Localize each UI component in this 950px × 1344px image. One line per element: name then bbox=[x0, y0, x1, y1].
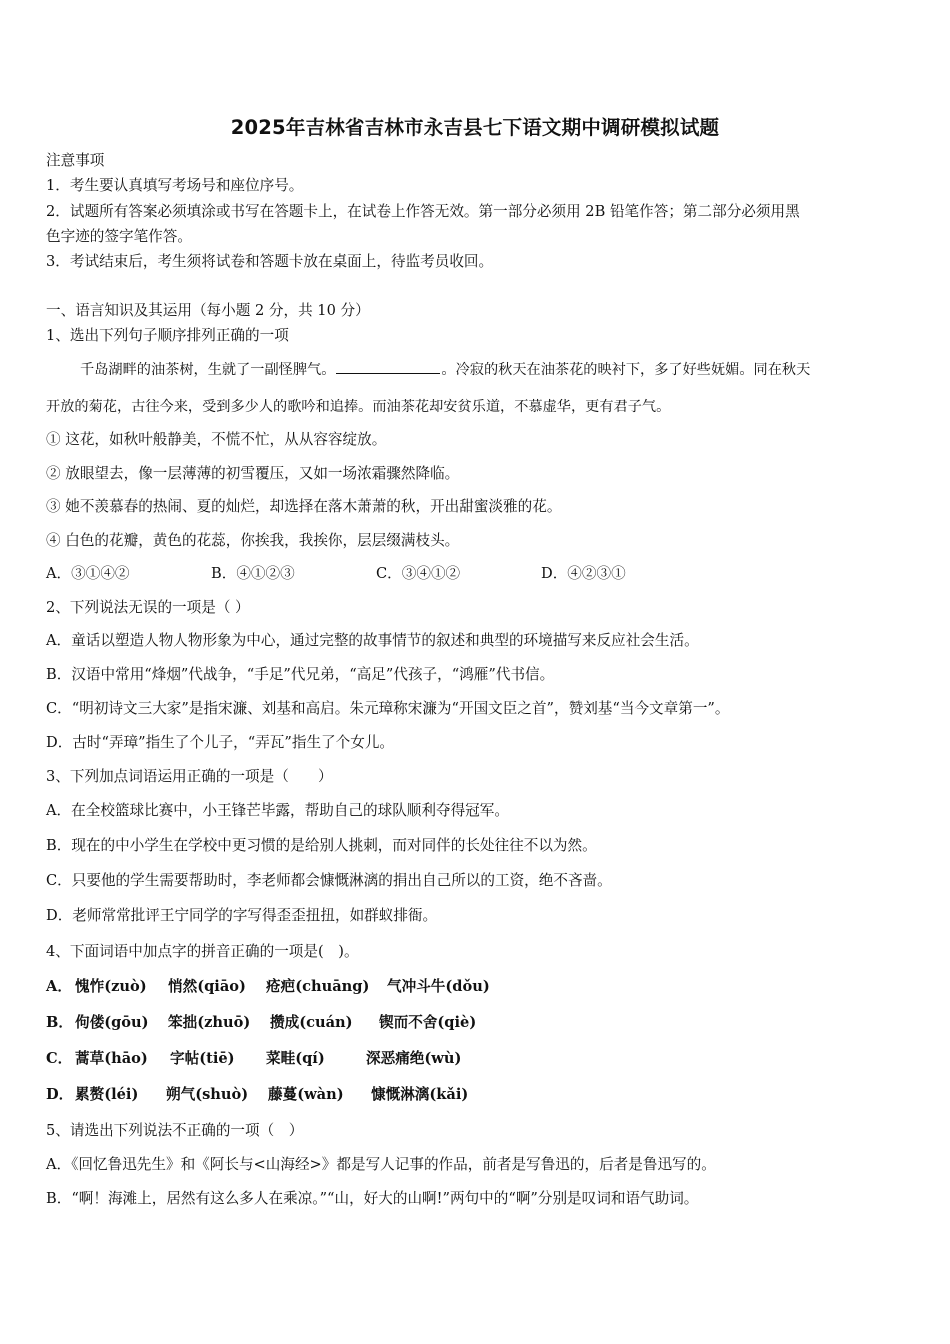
question-3-stem: 3、下列加点词语运用正确的一项是（ ） bbox=[46, 768, 333, 785]
q4-b-word-1: 佝偻(gōu) bbox=[75, 1014, 149, 1031]
q1-option-b: B．④①②③ bbox=[211, 565, 295, 582]
q1-option-d: D．④②③① bbox=[541, 565, 626, 582]
q4-a-word-1: 愧怍(zuò) bbox=[75, 978, 147, 995]
page-title: 2025年吉林省吉林市永吉县七下语文期中调研模拟试题 bbox=[230, 116, 720, 139]
question-1-passage-line-1 bbox=[80, 360, 810, 380]
question-1-stem: 1、选出下列句子顺序排列正确的一项 bbox=[46, 327, 289, 344]
question-4-stem: 4、下面词语中加点字的拼音正确的一项是( )。 bbox=[46, 943, 359, 960]
q3-option-b: B．现在的中小学生在学校中更习惯的是给别人挑刺，而对同伴的长处往往不以为然。 bbox=[46, 837, 597, 854]
notice-item-1: 1．考生要认真填写考场号和座位序号。 bbox=[46, 177, 304, 194]
q4-d-word-3: 藤蔓(wàn) bbox=[268, 1086, 344, 1103]
question-5-stem: 5、请选出下列说法不正确的一项（ ） bbox=[46, 1122, 304, 1139]
q4-c-word-4: 深恶痛绝(wù) bbox=[366, 1050, 462, 1067]
q4-c-word-3: 菜畦(qí) bbox=[266, 1050, 325, 1067]
notice-item-3: 3．考试结束后，考生须将试卷和答题卡放在桌面上，待监考员收回。 bbox=[46, 253, 494, 270]
notice-item-2: 2．试题所有答案必须填涂或书写在答题卡上，在试卷上作答无效。第一部分必须用 2B 铅笔作答；第二部分必须用黑 bbox=[46, 203, 800, 220]
q4-b-word-4: 锲而不舍(qiè) bbox=[379, 1014, 477, 1031]
q4-b-letter: B． bbox=[46, 1014, 73, 1031]
section-heading: 一、语言知识及其运用（每小题 2 分，共 10 分） bbox=[46, 302, 370, 319]
q4-b-word-3: 攒成(cuán) bbox=[270, 1014, 353, 1031]
sentence-4: ④ 白色的花瓣，黄色的花蕊，你挨我，我挨你，层层缀满枝头。 bbox=[46, 532, 460, 549]
q4-d-word-2: 朔气(shuò) bbox=[166, 1086, 249, 1103]
q1-option-a: A．③①④② bbox=[46, 565, 130, 582]
q4-a-word-3: 疮疤(chuāng) bbox=[266, 978, 370, 995]
sentence-1: ① 这花，如秋叶般静美，不慌不忙，从从容容绽放。 bbox=[46, 431, 387, 448]
q5-option-b: B．“啊！海滩上，居然有这么多人在乘凉。”“山，好大的山啊!”两句中的“啊”分别是叹词和语气助词。 bbox=[46, 1190, 699, 1207]
notice-heading: 注意事项 bbox=[46, 152, 105, 169]
q3-option-d: D．老师常常批评王宁同学的字写得歪歪扭扭，如群蚁排衙。 bbox=[46, 907, 438, 924]
q4-c-word-1: 蒿草(hāo) bbox=[75, 1050, 148, 1067]
q4-c-word-2: 字帖(tiē) bbox=[170, 1050, 235, 1067]
passage-part-b: 。冷寂的秋天在油茶花的映衬下，多了好些妩媚。同在秋天 bbox=[441, 362, 811, 378]
passage-part-a: 千岛湖畔的油茶树，生就了一副怪脾气。 bbox=[80, 362, 336, 378]
question-1-passage-line-2: 开放的菊花，古往今来，受到多少人的歌吟和追捧。而油茶花却安贫乐道，不慕虚华，更有君子气。 bbox=[46, 399, 671, 415]
q3-option-c: C．只要他的学生需要帮助时，李老师都会慷慨淋漓的捐出自己所以的工资，绝不吝啬。 bbox=[46, 872, 612, 889]
sentence-3: ③ 她不羡慕春的热闹、夏的灿烂，却选择在落木萧萧的秋，开出甜蜜淡雅的花。 bbox=[46, 498, 562, 515]
q2-option-b: B．汉语中常用“烽烟”代战争，“手足”代兄弟，“高足”代孩子，“鸿雁”代书信。 bbox=[46, 666, 555, 683]
q1-option-c: C．③④①② bbox=[376, 565, 461, 582]
sentence-2: ② 放眼望去，像一层薄薄的初雪覆压，又如一场浓霜骤然降临。 bbox=[46, 465, 460, 482]
q4-d-word-1: 累赘(léi) bbox=[75, 1086, 139, 1103]
q4-d-letter: D． bbox=[46, 1086, 74, 1103]
q4-b-word-2: 笨拙(zhuō) bbox=[168, 1014, 251, 1031]
q4-a-word-4: 气冲斗牛(dǒu) bbox=[387, 978, 490, 995]
q4-d-word-4: 慷慨淋漓(kǎi) bbox=[371, 1086, 469, 1103]
q2-option-d: D．古时“弄璋”指生了个儿子，“弄瓦”指生了个女儿。 bbox=[46, 734, 395, 751]
answer-blank bbox=[336, 360, 440, 374]
question-2-stem: 2、下列说法无误的一项是（ ） bbox=[46, 599, 250, 616]
q2-option-a: A．童话以塑造人物人物形象为中心，通过完整的故事情节的叙述和典型的环境描写来反应社会生活。 bbox=[46, 632, 699, 649]
q2-option-c: C．“明初诗文三大家”是指宋濂、刘基和高启。朱元璋称宋濂为“开国文臣之首”，赞刘基“当今文章第一”。 bbox=[46, 700, 730, 717]
q4-c-letter: C． bbox=[46, 1050, 73, 1067]
q3-option-a: A．在全校篮球比赛中，小王锋芒毕露，帮助自己的球队顺利夺得冠军。 bbox=[46, 802, 509, 819]
q4-a-letter: A． bbox=[46, 978, 72, 995]
notice-item-2-cont: 色字迹的签字笔作答。 bbox=[46, 228, 192, 245]
q5-option-a: A．《回忆鲁迅先生》和《阿长与<山海经>》都是写人记事的作品，前者是写鲁迅的，后者是鲁迅写的。 bbox=[46, 1156, 716, 1173]
q4-a-word-2: 悄然(qiāo) bbox=[168, 978, 246, 995]
